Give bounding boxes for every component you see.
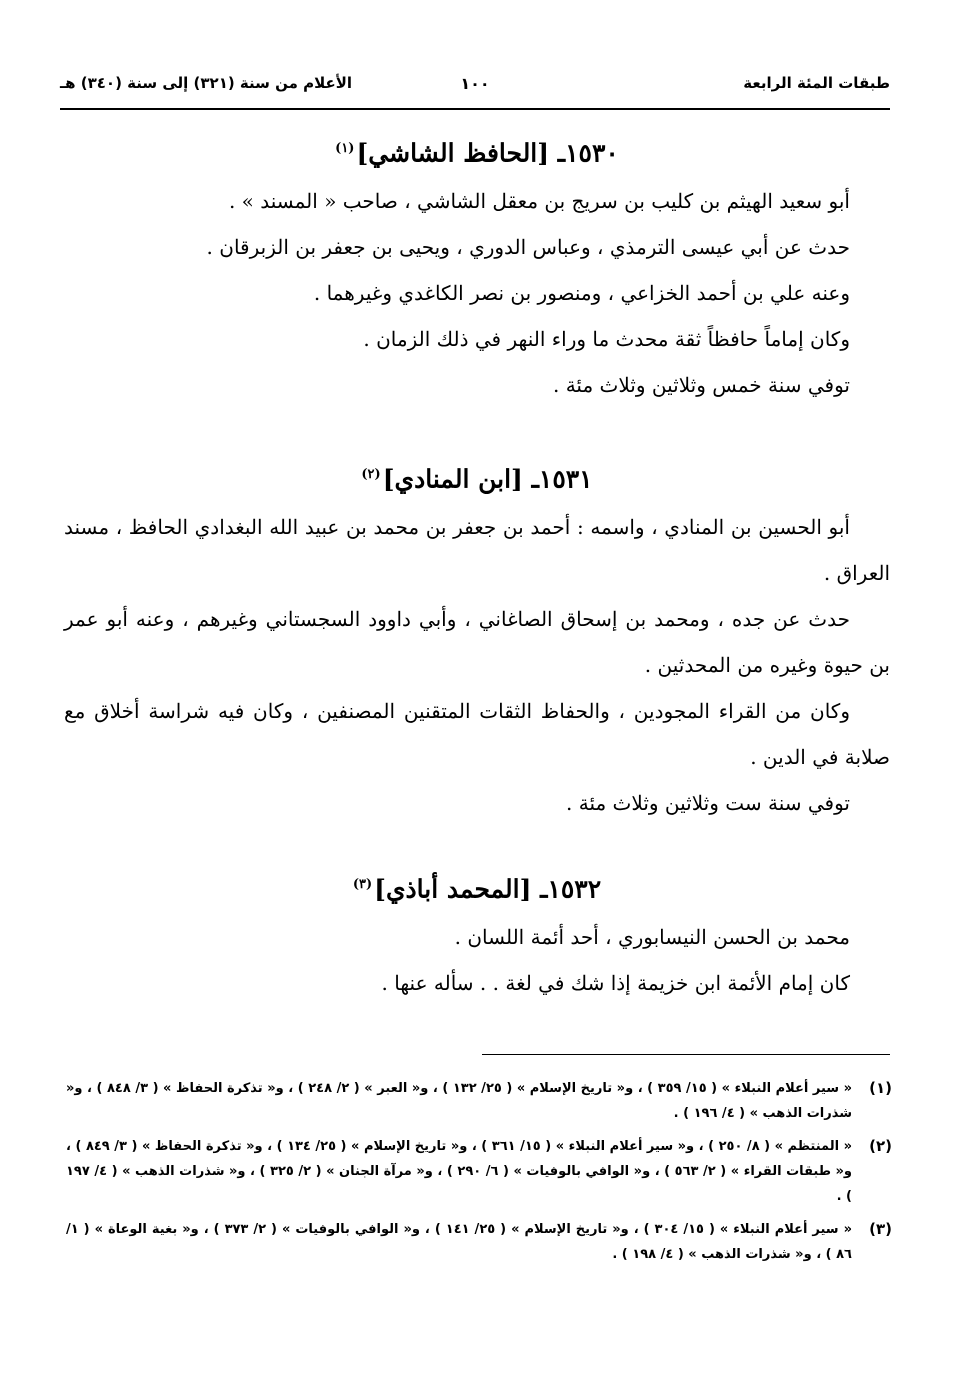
main-text (64, 120, 890, 1006)
footnote-ref: (١) (335, 141, 355, 156)
paragraph-text: وكان من القراء المجودين ، والحفاظ الثقات المتقنين المصنفين ، وكان فيه شراسة أخلاق مع صلابة في الدين . (64, 699, 890, 769)
footnote-number: (٣) (869, 1220, 892, 1238)
footnote-text: « المنتظم » ( ٨/ ٢٥٠ ) ، و« سير أعلام النبلاء » ( ١٥/ ٣٦١ ) ، و« تاريخ الإسلام » ( ٢٥/ ١٣٤ ) ، و« تذكرة الحفاظ » ( ٣/ ٨٤٩ ) ، و« طبقات القراء » ( ٢/ ٥٦٣ ) ، و« الوافي بالوفيات » ( ٦/ ٢٩٠ ) ، و« مرآة الجنان » ( ٢/ ٣٢٥ ) ، و« شذرات الذهب » ( ٤/ ١٩٧ ) . (66, 1139, 852, 1204)
running-header (60, 66, 890, 106)
footnote-text: « سير أعلام النبلاء » ( ١٥/ ٣٠٤ ) ، و« تاريخ الإسلام » ( ٢٥/ ١٤١ ) ، و« الوافي بالوفيات » ( ٢/ ٣٧٣ ) ، و« بغية الوعاة » ( ١/ ٨٦ ) ، و« شذرات الذهب » ( ٤/ ١٩٨ ) . (66, 1222, 852, 1262)
footnote (66, 1134, 892, 1209)
paragraph: حدث عن أبي عيسى الترمذي ، وعباس الدوري ، ويحيى بن جعفر بن الزبرقان . (206, 235, 850, 259)
paragraph: وعنه علي بن أحمد الخزاعي ، ومنصور بن نصر الكاغدي وغيرهما . (313, 281, 850, 305)
paragraph: كان إمام الأئمة ابن خزيمة إذا شك في لغة . . سأله عنها . (381, 971, 850, 995)
footnote-ref: (٣) (352, 877, 373, 892)
entry-1532 (64, 856, 890, 1006)
entry-title (64, 446, 890, 504)
paragraph (64, 596, 890, 688)
spacer (64, 408, 890, 446)
book-section-title: طبقات المئة الرابعة (743, 74, 890, 92)
entry-1530 (64, 120, 890, 408)
entry-title-text: ١٥٣١ـ [ابن المنادي] (382, 464, 593, 494)
paragraph-text: أبو الحسين بن المنادي ، واسمه : أحمد بن جعفر بن محمد بن عبيد الله البغدادي الحافظ ، مسند العراق . (64, 515, 890, 585)
header-rule (60, 108, 890, 110)
paragraph (64, 504, 890, 596)
paragraph: أبو سعيد الهيثم بن كليب بن سريج بن معقل الشاشي ، صاحب « المسند » . (228, 189, 850, 213)
entry-title-text: ١٥٣٠ـ [الحافظ الشاشي] (356, 138, 619, 168)
entry-1531 (64, 446, 890, 826)
paragraph: توفي سنة خمس وثلاثين وثلاث مئة . (552, 373, 850, 397)
footnote-ref: (٢) (361, 467, 381, 482)
entry-title (64, 856, 890, 914)
entry-title-text: ١٥٣٢ـ [المحمد أباذي] (374, 874, 602, 904)
footnotes (66, 1076, 892, 1275)
footnote (66, 1076, 892, 1126)
chapter-range-title: الأعلام من سنة (٣٢١) إلى سنة (٣٤٠) هـ (60, 74, 353, 92)
footnote-number: (٢) (869, 1137, 892, 1155)
footnote-number: (١) (869, 1079, 892, 1097)
paragraph-text: حدث عن جده ، ومحمد بن إسحاق الصاغاني ، وأبي داوود السجستاني وغيرهم ، وعنه أبو عمر بن حيوة وغيره من المحدثين . (64, 607, 890, 677)
paragraph (64, 688, 890, 780)
footnote-rule (482, 1054, 890, 1055)
paragraph: محمد بن الحسن النيسابوري ، أحد أئمة اللسان . (454, 925, 850, 949)
entry-title (64, 120, 890, 178)
paragraph: وكان إماماً حافظاً ثقة محدث ما وراء النهر في ذلك الزمان . (363, 327, 850, 351)
paragraph: توفي سنة ست وثلاثين وثلاث مئة . (566, 791, 850, 815)
spacer (64, 826, 890, 856)
page-number: ١٠٠ (460, 74, 490, 93)
footnote-text: « سير أعلام النبلاء » ( ١٥/ ٣٥٩ ) ، و« تاريخ الإسلام » ( ٢٥/ ١٣٢ ) ، و« العبر » ( ٢/ ٢٤٨ ) ، و« تذكرة الحفاظ » ( ٣/ ٨٤٨ ) ، و« شذرات الذهب » ( ٤/ ١٩٦ ) . (66, 1081, 853, 1121)
footnote (66, 1217, 892, 1267)
